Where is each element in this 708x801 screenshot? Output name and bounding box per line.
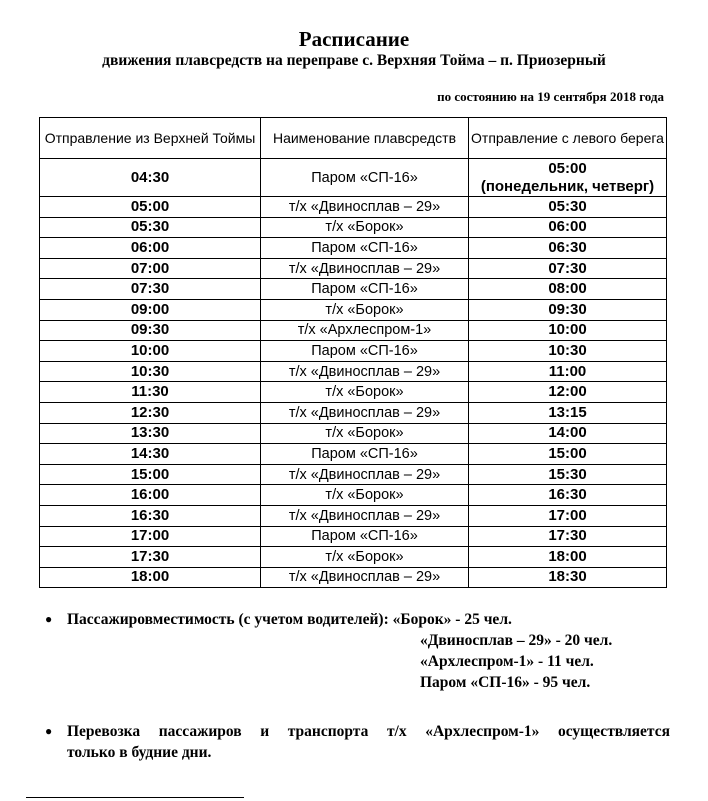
vessel-name: т/х «Борок» [261,382,469,403]
departure-time: 10:30 [40,361,261,382]
return-time: 14:00 [469,423,667,444]
return-time: 06:00 [469,217,667,238]
capacity-item: «Борок» - 25 чел. [392,611,512,628]
return-time: 05:00 [548,159,587,177]
table-row [40,464,667,485]
vessel-name: т/х «Двиносплав – 29» [261,505,469,526]
return-time: 12:00 [469,382,667,403]
departure-time: 06:00 [40,238,261,259]
vessel-name: Паром «СП-16» [261,159,469,197]
departure-time: 15:00 [40,464,261,485]
return-time: 13:15 [469,402,667,423]
weekday-note-line: Перевозка пассажиров и транспорта т/х «Архлеспром-1» осуществляется [67,723,670,740]
page-title: Расписание [298,27,410,51]
departure-time: 07:30 [40,279,261,300]
vessel-name: Паром «СП-16» [261,444,469,465]
bullet-icon: ● [45,612,53,626]
capacity-item: Паром «СП-16» - 95 чел. [420,674,591,691]
capacity-note [45,609,670,630]
return-time-note: (понедельник, четверг) [480,177,655,195]
table-row [40,567,667,588]
vessel-name: Паром «СП-16» [261,341,469,362]
return-time: 18:00 [469,547,667,568]
departure-time: 17:30 [40,547,261,568]
departure-time: 09:00 [40,299,261,320]
vessel-name: т/х «Борок» [261,299,469,320]
footer-divider [26,797,244,798]
vessel-name: т/х «Борок» [261,423,469,444]
departure-time: 16:30 [40,505,261,526]
departure-time: 12:30 [40,402,261,423]
vessel-name: т/х «Двиносплав – 29» [261,361,469,382]
column-header-departure: Отправление из Верхней Тоймы [40,118,261,159]
table-row [40,505,667,526]
return-time: 08:00 [469,279,667,300]
vessel-name: Паром «СП-16» [261,526,469,547]
vessel-name: т/х «Двиносплав – 29» [261,258,469,279]
table-row [40,299,667,320]
return-time: 15:30 [469,464,667,485]
capacity-list [420,630,612,693]
schedule-table [39,117,667,588]
departure-time: 07:00 [40,258,261,279]
vessel-name: т/х «Борок» [261,547,469,568]
vessel-name: Паром «СП-16» [261,238,469,259]
weekday-note [45,721,670,763]
departure-time: 18:00 [40,567,261,588]
return-time: 15:00 [469,444,667,465]
return-time: 05:30 [469,197,667,218]
vessel-name: т/х «Борок» [261,485,469,506]
table-row [40,197,667,218]
as-of-date: по состоянию на 19 сентября 2018 года [437,89,664,104]
column-header-vessel: Наименование плавсредств [261,118,469,159]
return-time-cell [469,159,667,197]
vessel-name: т/х «Архлеспром-1» [261,320,469,341]
table-row [40,444,667,465]
departure-time: 04:30 [40,159,261,197]
return-time: 07:30 [469,258,667,279]
vessel-name: т/х «Двиносплав – 29» [261,197,469,218]
table-row [40,341,667,362]
capacity-item: «Архлеспром-1» - 11 чел. [420,653,594,670]
table-row [40,547,667,568]
column-header-return: Отправление с левого берега [469,118,667,159]
vessel-name: т/х «Борок» [261,217,469,238]
table-row [40,423,667,444]
departure-time: 13:30 [40,423,261,444]
table-row [40,402,667,423]
return-time: 10:00 [469,320,667,341]
return-time: 16:30 [469,485,667,506]
return-time: 17:00 [469,505,667,526]
vessel-name: т/х «Двиносплав – 29» [261,402,469,423]
departure-time: 10:00 [40,341,261,362]
vessel-name: т/х «Двиносплав – 29» [261,464,469,485]
capacity-label: Пассажировместимость (с учетом водителей): [67,611,389,628]
return-time: 11:00 [469,361,667,382]
table-row [40,526,667,547]
departure-time: 16:00 [40,485,261,506]
table-row [40,217,667,238]
table-row [40,159,667,197]
table-row [40,320,667,341]
departure-time: 05:00 [40,197,261,218]
return-time: 09:30 [469,299,667,320]
weekday-note-line: только в будние дни. [67,744,212,761]
bullet-icon: ● [45,724,53,738]
departure-time: 14:30 [40,444,261,465]
table-row [40,485,667,506]
vessel-name: Паром «СП-16» [261,279,469,300]
return-time: 06:30 [469,238,667,259]
table-row [40,382,667,403]
page-subtitle: движения плавсредств на переправе с. Верхняя Тойма – п. Приозерный [102,52,606,69]
return-time: 10:30 [469,341,667,362]
table-row [40,361,667,382]
departure-time: 05:30 [40,217,261,238]
table-row [40,258,667,279]
capacity-item: «Двиносплав – 29» - 20 чел. [420,632,613,649]
departure-time: 09:30 [40,320,261,341]
return-time: 17:30 [469,526,667,547]
table-header-row [40,118,667,159]
departure-time: 11:30 [40,382,261,403]
return-time: 18:30 [469,567,667,588]
vessel-name: т/х «Двиносплав – 29» [261,567,469,588]
table-row [40,279,667,300]
table-row [40,238,667,259]
departure-time: 17:00 [40,526,261,547]
